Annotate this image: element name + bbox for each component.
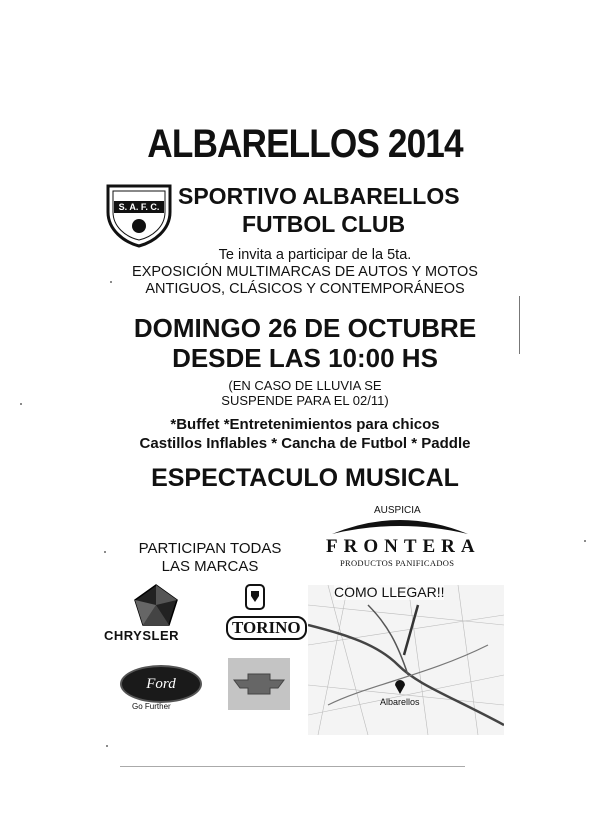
ford-logo: Ford xyxy=(146,675,176,692)
invite-block xyxy=(0,247,610,298)
club-shield-icon xyxy=(104,182,174,248)
brands-block xyxy=(100,540,320,576)
invite-line2: EXPOSICIÓN MULTIMARCAS DE AUTOS Y MOTOS xyxy=(132,264,478,280)
club-name-line2: FUTBOL CLUB xyxy=(242,211,406,237)
sponsor-subtitle: PRODUCTOS PANIFICADOS xyxy=(340,558,455,568)
route-map xyxy=(308,585,504,735)
scan-mark xyxy=(519,296,520,354)
club-name-line1: SPORTIVO ALBARELLOS xyxy=(178,183,460,209)
invite-line1: Te invita a participar de la 5ta. xyxy=(218,247,412,263)
scan-speck xyxy=(106,745,108,747)
extras-block xyxy=(0,415,610,453)
rain-line1: (EN CASO DE LLUVIA SE xyxy=(228,378,382,393)
invite-line3: ANTIGUOS, CLÁSICOS Y CONTEMPORÁNEOS xyxy=(145,281,465,297)
map-place-label: Albarellos xyxy=(380,697,420,707)
extras-line1: *Buffet *Entretenimientos para chicos xyxy=(170,416,440,433)
torino-logo: TORINO xyxy=(226,616,307,640)
frontera-arc-icon xyxy=(330,514,470,536)
ford-oval-icon xyxy=(120,665,202,703)
date-line1: DOMINGO 26 DE OCTUBRE xyxy=(133,313,477,343)
extras-line2: Castillos Inflables * Cancha de Futbol * Paddle xyxy=(139,435,471,452)
date-line2: DESDE LAS 10:00 HS xyxy=(172,343,438,373)
scan-speck xyxy=(584,540,586,542)
rain-line2: SUSPENDE PARA EL 02/11) xyxy=(221,393,389,408)
brands-line2: LAS MARCAS xyxy=(161,558,259,575)
sponsor-label: AUSPICIA xyxy=(374,505,421,516)
chrysler-logo: CHRYSLER xyxy=(104,628,180,643)
club-badge-text: S. A. F. C. xyxy=(118,202,160,212)
scan-speck xyxy=(110,281,112,283)
chevrolet-logo-icon xyxy=(228,658,290,710)
scan-speck xyxy=(20,403,22,405)
map-pin-icon xyxy=(394,678,406,699)
map-heading: COMO LLEGAR!! xyxy=(334,584,445,600)
chrysler-pentastar-icon xyxy=(133,583,179,634)
musical-heading: ESPECTACULO MUSICAL xyxy=(151,464,459,492)
sponsor-name: FRONTERA xyxy=(326,536,481,557)
scan-line xyxy=(120,766,465,767)
brands-line1: PARTICIPAN TODAS xyxy=(138,540,282,557)
torino-emblem-icon xyxy=(245,584,265,615)
rain-notice xyxy=(0,378,610,408)
scan-speck xyxy=(104,551,106,553)
ford-tagline: Go Further xyxy=(132,702,171,711)
page-title: ALBARELLOS 2014 xyxy=(147,122,463,166)
